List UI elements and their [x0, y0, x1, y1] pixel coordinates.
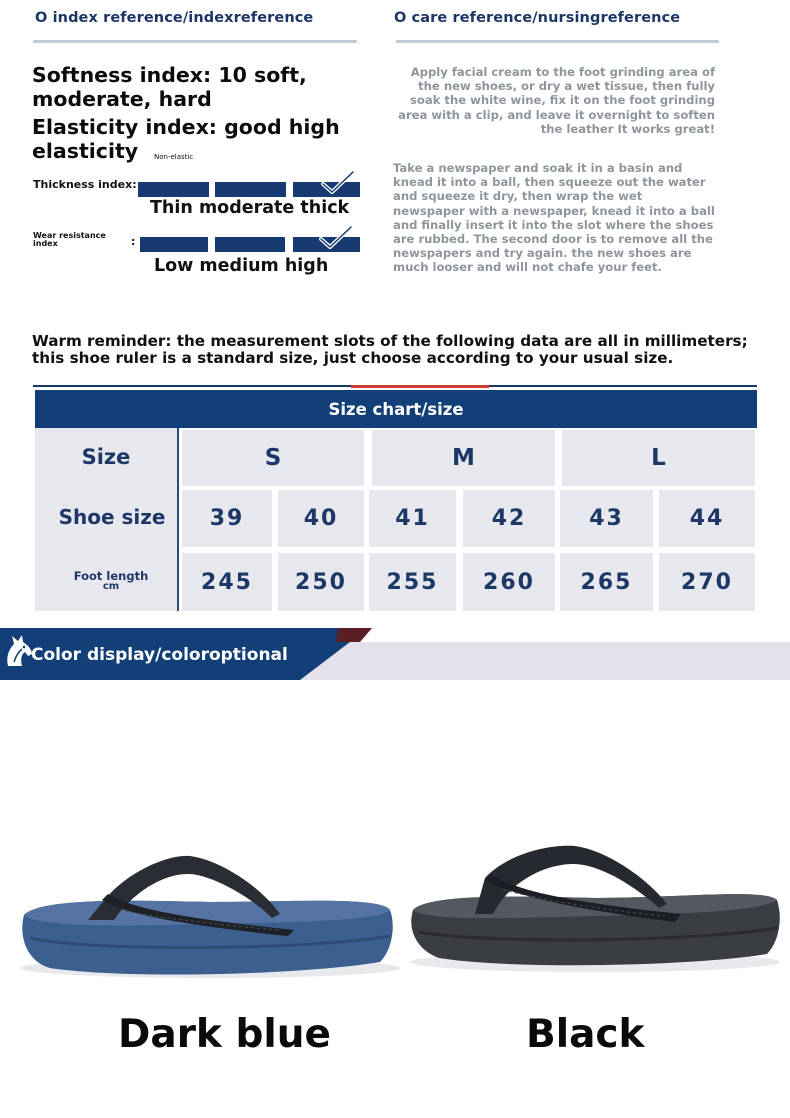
- color-name-black: Black: [526, 1012, 645, 1057]
- thickness-segment-thin: [138, 182, 209, 197]
- wear-resistance-label: Wear resistance index: [33, 231, 106, 248]
- index-reference-heading: O index reference/indexreference: [35, 10, 314, 26]
- shoe-size-row-label: Shoe size: [58, 505, 166, 529]
- warm-reminder: Warm reminder: the measurement slots of the following data are all in millimeters; this shoe ruler is a standard size, just choose according to your usual size.: [32, 332, 748, 367]
- index-heading-rule: [33, 40, 357, 43]
- dark-blue-sandal-image: [10, 840, 400, 985]
- foot-length-cell: 250: [278, 553, 364, 611]
- foot-length-row-label: [35, 552, 187, 610]
- shoe-size-cell: 42: [463, 490, 555, 547]
- wear-segment-low: [140, 237, 208, 252]
- thickness-scale-labels: Thin moderate thick: [150, 198, 350, 218]
- foot-length-cell: 265: [560, 553, 653, 611]
- wear-segment-medium: [215, 237, 285, 252]
- wear-colon: :: [131, 235, 136, 248]
- size-l-cell: L: [562, 430, 755, 486]
- chart-accent-rule: [351, 385, 489, 388]
- size-chart-title: Size chart/size: [35, 390, 757, 428]
- elasticity-index: Elasticity index: good high elasticity: [32, 115, 340, 163]
- wear-check-icon: [318, 225, 354, 251]
- thickness-label: Thickness index:: [33, 178, 137, 191]
- color-name-dark-blue: Dark blue: [118, 1012, 331, 1057]
- thickness-check-icon: [320, 170, 356, 196]
- size-s-cell: S: [182, 430, 364, 486]
- foot-length-cell: 245: [182, 553, 272, 611]
- shoe-size-cell: 43: [560, 490, 653, 547]
- foot-length-label: Foot length: [73, 568, 149, 583]
- wear-scale-labels: Low medium high: [154, 256, 329, 276]
- thickness-segment-moderate: [215, 182, 286, 197]
- horse-head-icon: [2, 632, 34, 668]
- foot-length-cell: 260: [463, 553, 555, 611]
- foot-length-unit: cm: [102, 580, 120, 592]
- non-elastic-note: Non-elastic: [154, 153, 194, 161]
- shoe-size-cell: 40: [278, 490, 364, 547]
- care-reference-heading: O care reference/nursingreference: [394, 10, 681, 26]
- shoe-size-cell: 44: [659, 490, 755, 547]
- care-tip-2: Take a newspaper and soak it in a basin and knead it into a ball, then squeeze out the water and squeeze it dry, then wrap the wet newspaper with a newspaper, knead it into a ball and finally insert it into the slot where the shoes are rubbed. The second door is to remove all the newspapers and try again. the new shoes are much looser and will not chafe your feet.: [393, 161, 715, 275]
- color-display-label: Color display/coloroptional: [31, 645, 288, 665]
- size-chart-table: [35, 428, 757, 611]
- shoe-size-cell: 41: [369, 490, 456, 547]
- size-row-label: Size: [81, 445, 131, 469]
- softness-index: Softness index: 10 soft, moderate, hard: [32, 63, 307, 111]
- care-heading-rule: [396, 40, 719, 43]
- thickness-scale-bar: [138, 182, 360, 197]
- care-tip-1: Apply facial cream to the foot grinding area of the new shoes, or dry a wet tissue, then fully soak the white wine, fix it on the foot grinding area with a clip, and leave it overnight to soften the leather It works great!: [398, 65, 715, 136]
- size-m-cell: M: [372, 430, 555, 486]
- wear-scale-bar: [140, 237, 360, 252]
- black-sandal-image: [405, 838, 785, 978]
- shoe-size-cell: 39: [182, 490, 272, 547]
- foot-length-cell: 270: [659, 553, 755, 611]
- foot-length-cell: 255: [369, 553, 456, 611]
